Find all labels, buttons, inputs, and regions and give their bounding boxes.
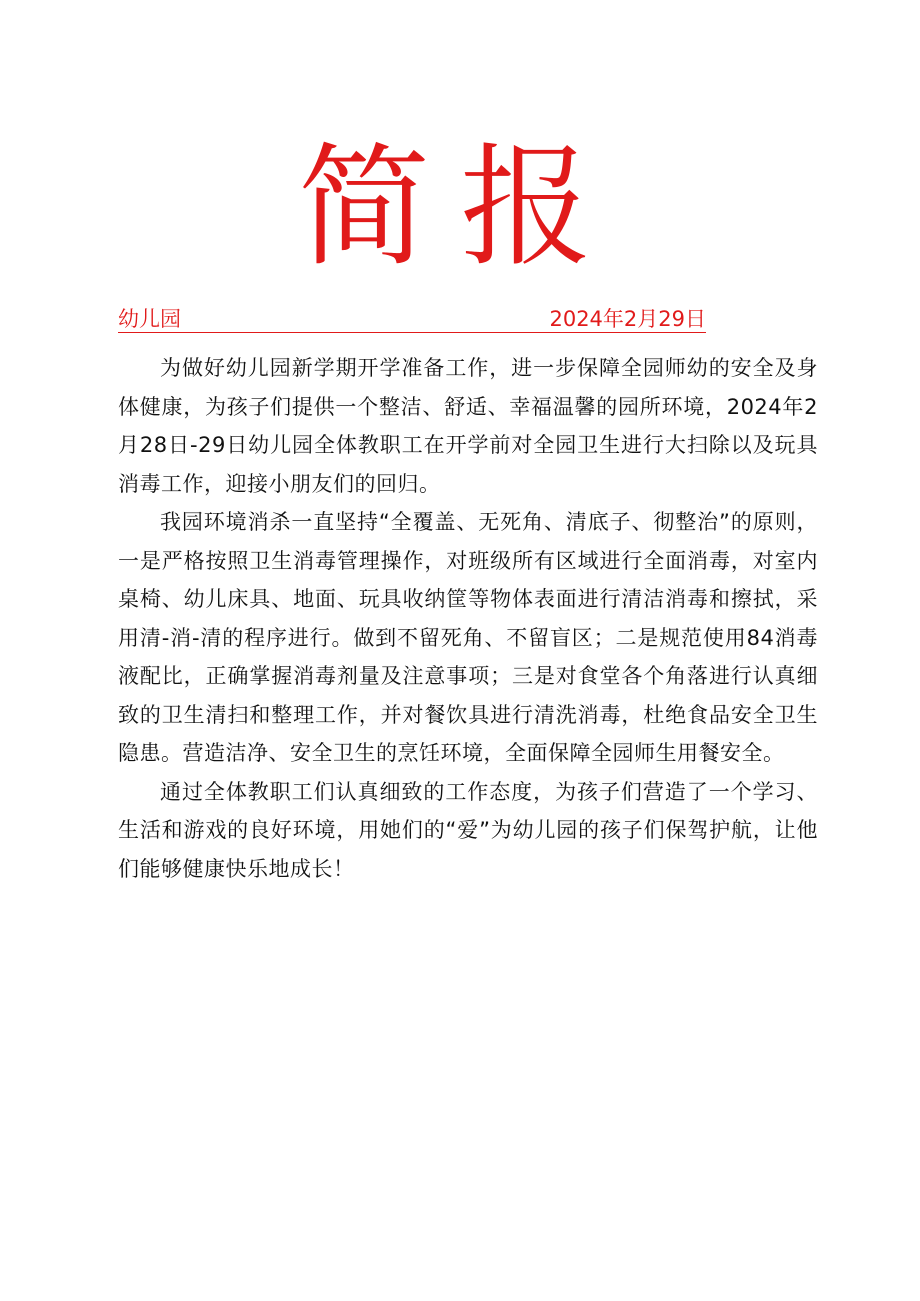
issue-date: 2024年2月29日 bbox=[549, 307, 706, 331]
issuer-name: 幼儿园 bbox=[118, 307, 181, 331]
masthead-title: 简报 bbox=[298, 131, 622, 285]
paragraph-disinfection: 我园环境消杀一直坚持“全覆盖、无死角、清底子、彻整治”的原则，一是严格按照卫生消毒管理操作，对班级所有区域进行全面消毒，对室内桌椅、幼儿床具、地面、玩具收纳筐等物体表面进行清洁消毒和擦拭，采用清-消-清的程序进行。做到不留死角、不留盲区；二是规范使用84消毒液配比，正确掌握消毒剂量及注意事项；三是对食堂各个角落进行认真细致的卫生清扫和整理工作，并对餐饮具进行清洗消毒，杜绝食品安全卫生隐患。营造洁净、安全卫生的烹饪环境，全面保障全园师生用餐安全。 bbox=[118, 510, 818, 765]
paragraph-closing: 通过全体教职工们认真细致的工作态度，为孩子们营造了一个学习、生活和游戏的良好环境，用她们的“爱”为幼儿园的孩子们保驾护航，让他们能够健康快乐地成长！ bbox=[118, 779, 818, 881]
masthead-info-line bbox=[118, 305, 706, 333]
paragraph-intro: 为做好幼儿园新学期开学准备工作，进一步保障全园师幼的安全及身体健康，为孩子们提供一个整洁、舒适、幸福温馨的园所环境，2024年2月28日-29日幼儿园全体教职工在开学前对全园卫生进行大扫除以及玩具消毒工作，迎接小朋友们的回归。 bbox=[118, 356, 818, 496]
masthead-divider bbox=[118, 332, 706, 333]
article-body bbox=[118, 349, 818, 888]
